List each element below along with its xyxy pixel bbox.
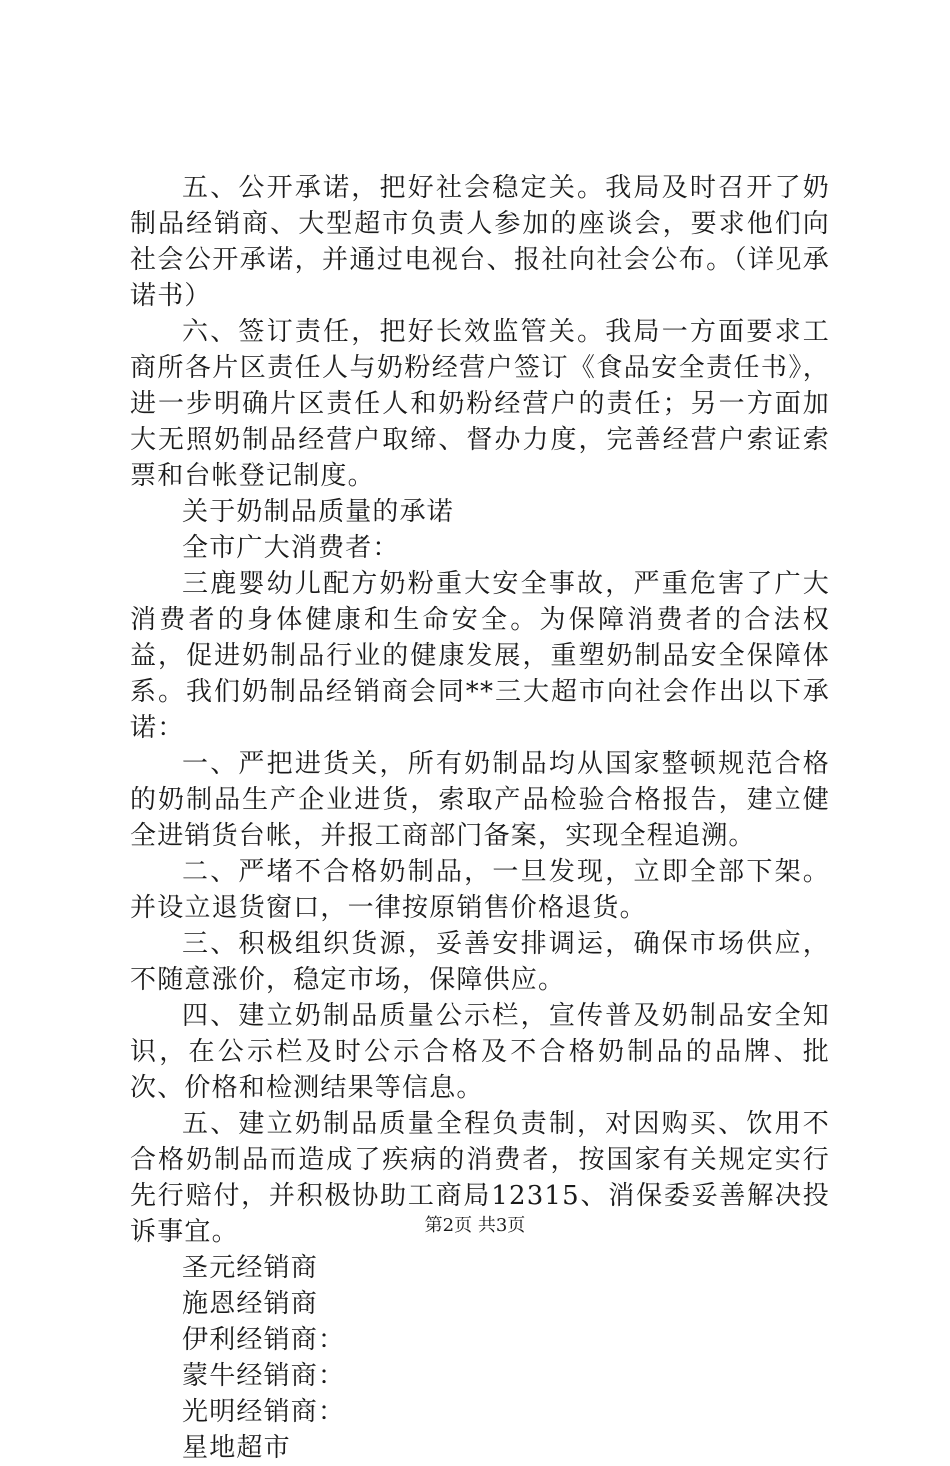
commitment-item-4: 四、建立奶制品质量公示栏，宣传普及奶制品安全知识，在公示栏及时公示合格及不合格奶制品的品牌、批次、价格和检测结果等信息。 — [130, 1001, 830, 1103]
commitment-item-3: 三、积极组织货源，妥善安排调运，确保市场供应，不随意涨价，稳定市场，保障供应。 — [130, 929, 830, 995]
signatory-shien: 施恩经销商 — [182, 1289, 319, 1319]
document-body — [130, 170, 830, 1466]
commitment-title: 关于奶制品质量的承诺 — [182, 497, 455, 527]
signatory-shengyuan: 圣元经销商 — [182, 1253, 319, 1283]
page-number: 第2页 共3页 — [424, 1215, 526, 1236]
signatory-guangming: 光明经销商： — [182, 1397, 346, 1427]
commitment-item-1: 一、严把进货关，所有奶制品均从国家整顿规范合格的奶制品生产企业进货，索取产品检验合格报告，建立健全进销货台帐，并报工商部门备案，实现全程追溯。 — [130, 749, 830, 851]
signatory-xingdi-supermarket: 星地超市 — [182, 1433, 291, 1463]
salutation: 全市广大消费者： — [182, 533, 400, 563]
paragraph-intro: 三鹿婴幼儿配方奶粉重大安全事故，严重危害了广大消费者的身体健康和生命安全。为保障消费者的合法权益，促进奶制品行业的健康发展，重塑奶制品安全保障体系。我们奶制品经销商会同**三大超市向社会作出以下承诺： — [130, 569, 830, 743]
commitment-item-2: 二、严堵不合格奶制品，一旦发现，立即全部下架。并设立退货窗口，一律按原销售价格退货。 — [130, 857, 830, 923]
signatory-yili: 伊利经销商： — [182, 1325, 346, 1355]
paragraph-sign-responsibility: 六、签订责任，把好长效监管关。我局一方面要求工商所各片区责任人与奶粉经营户签订《食品安全责任书》，进一步明确片区责任人和奶粉经营户的责任；另一方面加大无照奶制品经营户取缔、督办力度，完善经营户索证索票和台帐登记制度。 — [130, 317, 830, 491]
signatory-mengniu: 蒙牛经销商： — [182, 1361, 346, 1391]
commitment-item-5: 五、建立奶制品质量全程负责制，对因购买、饮用不合格奶制品而造成了疾病的消费者，按国家有关规定实行先行赔付，并积极协助工商局12315、消保委妥善解决投诉事宜。 — [130, 1109, 830, 1247]
paragraph-public-commitment: 五、公开承诺，把好社会稳定关。我局及时召开了奶制品经销商、大型超市负责人参加的座谈会，要求他们向社会公开承诺，并通过电视台、报社向社会公布。（详见承诺书） — [130, 173, 830, 311]
